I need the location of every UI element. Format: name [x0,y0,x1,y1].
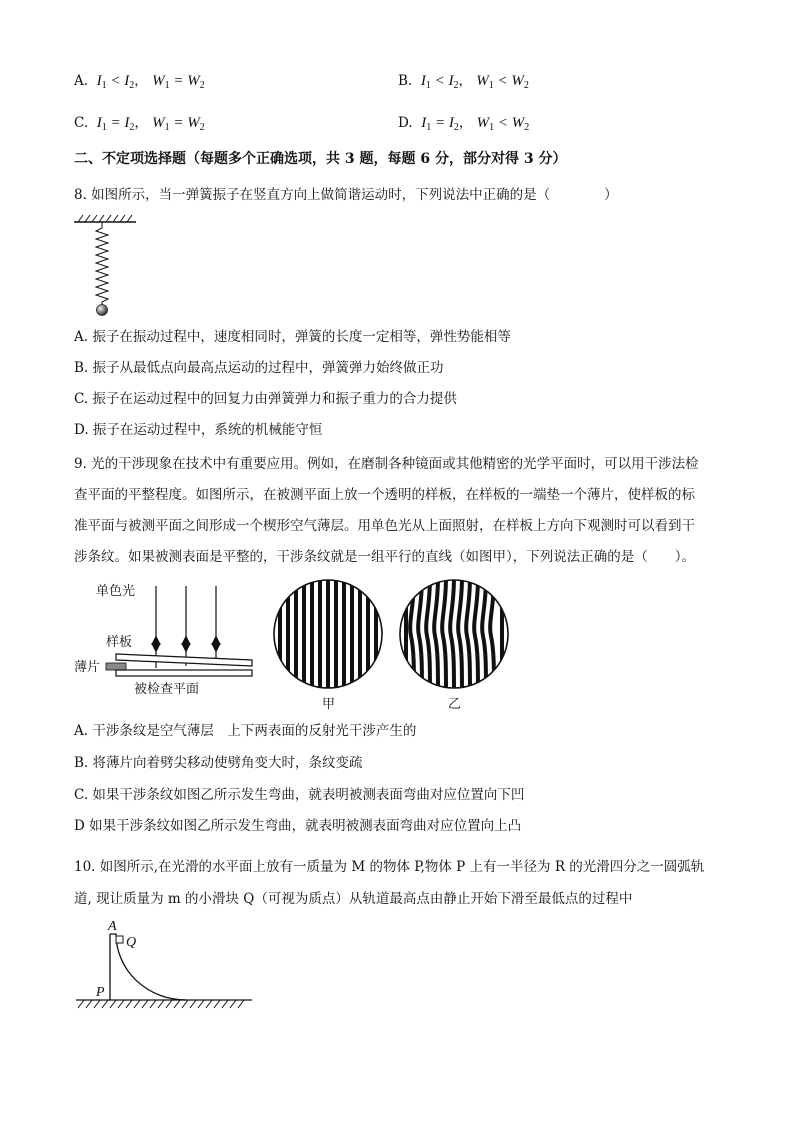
separator: ， [458,73,472,89]
label-tested-surface: 被检查平面 [134,682,200,697]
symbol-w1: W [476,73,489,89]
symbol-w2: W [187,115,200,131]
section-heading: 二、不定项选择题（每题多个正确选项，共 3 题，每题 6 分，部分对得 3 分） [74,151,567,167]
relation: = [434,115,446,131]
label-a: A [108,919,117,934]
shim [106,663,126,670]
subscript: 1 [426,122,432,133]
q9-option-c: C. 如果干涉条纹如图乙所示发生弯曲，就表明被测表面弯曲对应位置向下凹 [74,787,525,803]
separator: ， [458,115,473,131]
option-letter: A. [74,73,89,89]
fringe-pattern-jia [272,578,388,714]
relation: = [173,115,184,131]
q7-option-a [74,72,205,95]
q7-option-d [398,114,529,137]
q9-option-d: D 如果干涉条纹如图乙所示发生弯曲，就表明被测表面弯曲对应位置向上凸 [74,818,522,834]
symbol-w2: W [511,115,525,131]
q8-option-b: B. 振子从最低点向最高点运动的过程中，弹簧弹力始终做正功 [74,360,444,376]
relation: < [434,73,445,89]
quarter-arc-track [110,934,186,1000]
option-letter: C. [74,115,89,131]
relation: = [173,73,184,89]
q9-stem-line-2: 查平面的平整程度。如图所示，在被测平面上放一个透明的样板，在样板的一端垫一个薄片，使样板的标 [74,487,695,503]
relation: < [497,115,509,131]
symbol-i2: I [448,73,454,89]
subscript: 1 [488,80,494,91]
q9-stem-line-1: 9. 光的干涉现象在技术中有重要应用。例如，在磨制各种镜面或其他精密的光学平面时，可以用干涉法检 [74,456,699,472]
spring-oscillator-figure [70,212,140,322]
q10-stem-line-1: 10. 如图所示,在光滑的水平面上放有一质量为 M 的物体 P,物体 P 上有一半径为 R 的光滑四分之一圆弧轨 [74,859,705,875]
subscript: 1 [164,80,170,91]
q8-stem: 8. 如图所示，当一弹簧振子在竖直方向上做简谐运动时，下列说法中正确的是（ ） [74,187,618,203]
symbol-i1: I [421,115,427,131]
q7-option-c [74,114,205,137]
interference-setup-figure [74,578,264,708]
tested-surface [116,670,252,676]
label-yi: 乙 [448,697,462,712]
symbol-i1: I [96,73,102,89]
relation: = [110,115,121,131]
q9-option-a: A. 干涉条纹是空气薄层 上下两表面的反射光干涉产生的 [74,723,417,739]
fringe-pattern-yi [398,578,514,714]
separator: ， [134,115,148,131]
label-jia: 甲 [322,697,336,712]
symbol-w1: W [152,115,165,131]
relation: < [497,73,508,89]
symbol-i1: I [420,73,426,89]
subscript: 2 [453,80,459,91]
slider-q [116,936,123,943]
q8-option-a: A. 振子在振动过程中，速度相同时，弹簧的长度一定相等，弹性势能相等 [74,329,511,345]
symbol-w2: W [511,73,524,89]
subscript: 2 [199,122,205,133]
subscript: 2 [524,122,530,133]
subscript: 2 [129,122,135,133]
symbol-i2: I [124,115,130,131]
sample-plate [116,654,252,666]
symbol-i2: I [448,115,454,131]
label-sample-plate: 样板 [106,635,133,650]
arc-track-figure [72,916,256,1020]
subscript: 1 [101,80,107,91]
label-shim: 薄片 [74,660,101,675]
q10-stem-line-2: 道, 现让质量为 m 的小滑块 Q（可视为质点）从轨道最高点由静止开始下滑至最低点的过程中 [74,891,633,907]
symbol-i1: I [96,115,102,131]
label-q: Q [126,935,137,950]
subscript: 2 [129,80,135,91]
option-letter: D. [398,115,413,131]
subscript: 1 [489,122,495,133]
option-letter: B. [398,73,413,89]
q9-stem-line-4: 涉条纹。如果被测表面是平整的，干涉条纹就是一组平行的直线（如图甲），下列说法正确的是（ ）。 [74,549,695,565]
subscript: 1 [164,122,170,133]
symbol-i2: I [124,73,130,89]
q7-option-b [398,72,529,95]
subscript: 1 [425,80,431,91]
q9-option-b: B. 将薄片向着劈尖移动使劈角变大时，条纹变疏 [74,755,363,771]
symbol-w2: W [187,73,200,89]
subscript: 1 [101,122,107,133]
q9-stem-line-3: 准平面与被测平面之间形成一个楔形空气薄层。用单色光从上面照射，在样板上方向下观测时可以看到干 [74,518,695,534]
relation: < [110,73,121,89]
label-monochromatic-light: 单色光 [96,584,136,599]
subscript: 2 [199,80,205,91]
symbol-w1: W [152,73,165,89]
subscript: 2 [453,122,459,133]
q8-option-c: C. 振子在运动过程中的回复力由弹簧弹力和振子重力的合力提供 [74,391,457,407]
symbol-w1: W [476,115,490,131]
separator: ， [134,73,148,89]
label-p: P [96,985,105,1000]
subscript: 2 [523,80,529,91]
q8-option-d: D. 振子在运动过程中，系统的机械能守恒 [74,422,323,438]
